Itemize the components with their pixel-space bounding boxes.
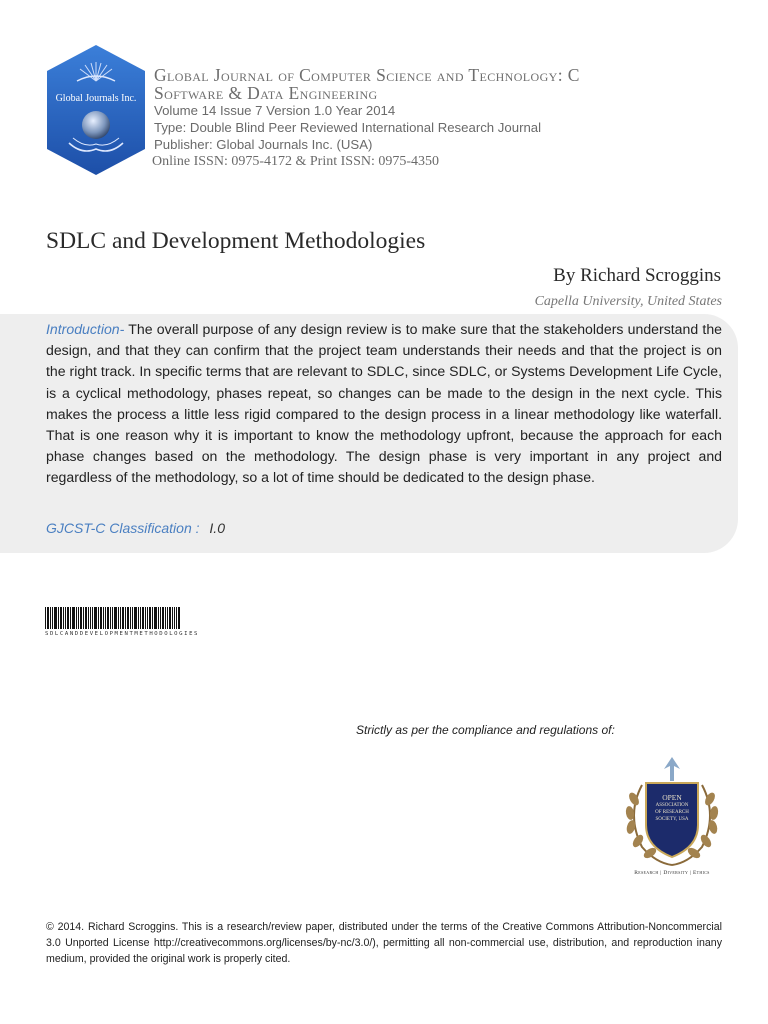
barcode-bar (114, 607, 117, 629)
barcode-bar (147, 607, 148, 629)
classification-label: GJCST-C Classification : (46, 520, 200, 536)
barcode-bar (63, 607, 64, 629)
barcode-bar (90, 607, 91, 629)
barcode-bar (94, 607, 97, 629)
abstract (46, 319, 722, 489)
barcode-bar (120, 607, 121, 629)
seal-line2: ASSOCIATION (655, 803, 689, 808)
barcode-bar (132, 607, 133, 629)
abstract-text: The overall purpose of any design review is to make sure that the stakeholders understand the design, and that they can confirm that the project team understands their needs and that the project is on the right track. In specific terms that are relevant to SDLC, since SDLC, or Systems Development Life Cycle, is a cyclical methodology, phases repeat, so changes can be made to the design in the next cycle. This makes the process a little less rigid compared to the design process in a linear methodology like waterfall. That is one reason why it is important to know the methodology upfront, because the approach for each phase changes based on the methodology. The design phase is very important in any project and regardless of the methodology, so a lot of time should be dedicated to the design phase. (46, 321, 722, 486)
journal-logo (47, 45, 145, 175)
barcode-bar (149, 607, 151, 629)
oars-seal (620, 755, 724, 883)
barcode-text: SDLCANDDEVELOPMENTMETHODOLOGIES (45, 631, 199, 637)
barcode-bar (52, 607, 53, 629)
barcode-bar (172, 607, 173, 629)
seal-motto: Research | Diversity | Ethics (634, 870, 710, 876)
abstract-label: Introduction- (46, 321, 125, 337)
barcode-bar (78, 607, 79, 629)
logo-text: Global Journals Inc. (55, 93, 137, 104)
journal-publisher: Publisher: Global Journals Inc. (USA) (154, 137, 373, 152)
seal-line1: OPEN (662, 793, 682, 802)
barcode-bar (105, 607, 106, 629)
journal-volume: Volume 14 Issue 7 Version 1.0 Year 2014 (154, 103, 396, 118)
seal-line4: SOCIETY, USA (655, 817, 689, 822)
barcode-bar (165, 607, 166, 629)
barcode-bar (65, 607, 66, 629)
journal-title-line2: Software & Data Engineering (154, 83, 378, 103)
barcode-bar (110, 607, 111, 629)
barcode-bar (140, 607, 141, 629)
barcode-bar (127, 607, 129, 629)
barcode-bar (154, 607, 157, 629)
barcode-bar (60, 607, 62, 629)
barcode-bar (142, 607, 144, 629)
license-notice: © 2014. Richard Scroggins. This is a research/review paper, distributed under the terms of the Creative Commons Attribution-Noncommercial 3.0 Unported License http://creativecommons.org/licenses/by-nc/3.0/), permitting all non-commercial use, distribution, and reproduction inany medium, provided the original work is properly cited. (46, 921, 722, 965)
barcode-bar (45, 607, 46, 629)
barcode-bar (85, 607, 87, 629)
barcode-bar (67, 607, 69, 629)
barcode-bar (134, 607, 137, 629)
barcode-bar (118, 607, 119, 629)
barcode-bar (160, 607, 161, 629)
barcode-bar (54, 607, 57, 629)
barcode (45, 607, 199, 639)
barcode-bar (176, 607, 177, 629)
barcode-bar (122, 607, 124, 629)
barcode-bar (162, 607, 164, 629)
barcode-bar (88, 607, 89, 629)
barcode-bar (100, 607, 102, 629)
journal-header (154, 66, 734, 170)
journal-type: Type: Double Blind Peer Reviewed International Research Journal (154, 120, 542, 135)
barcode-bar (169, 607, 171, 629)
barcode-bar (70, 607, 71, 629)
barcode-bar (178, 607, 180, 629)
seal-line3: OF RESEARCH (655, 810, 689, 815)
barcode-bar (174, 607, 175, 629)
barcode-bar (130, 607, 131, 629)
barcode-bar (158, 607, 159, 629)
classification (46, 520, 225, 536)
barcode-bar (103, 607, 104, 629)
barcode-bar (72, 607, 75, 629)
barcode-bar (107, 607, 109, 629)
barcode-bar (98, 607, 99, 629)
barcode-bar (92, 607, 93, 629)
barcode-bar (125, 607, 126, 629)
barcode-bar (145, 607, 146, 629)
barcode-bars (45, 607, 195, 629)
paper-title: SDLC and Development Methodologies (46, 228, 426, 254)
barcode-bar (83, 607, 84, 629)
barcode-bar (80, 607, 82, 629)
classification-value: I.0 (209, 520, 225, 536)
barcode-bar (112, 607, 113, 629)
barcode-bar (58, 607, 59, 629)
compliance-statement: Strictly as per the compliance and regulations of: (356, 723, 615, 737)
barcode-bar (50, 607, 51, 629)
barcode-bar (167, 607, 168, 629)
journal-issn: Online ISSN: 0975-4172 & Print ISSN: 0975-4350 (152, 154, 440, 169)
barcode-bar (76, 607, 77, 629)
barcode-bar (47, 607, 49, 629)
barcode-bar (152, 607, 153, 629)
paper-author: By Richard Scroggins (553, 265, 721, 286)
journal-title-line1: Global Journal of Computer Science and Technology: C (154, 65, 580, 85)
author-affiliation: Capella University, United States (534, 294, 722, 309)
barcode-bar (138, 607, 139, 629)
